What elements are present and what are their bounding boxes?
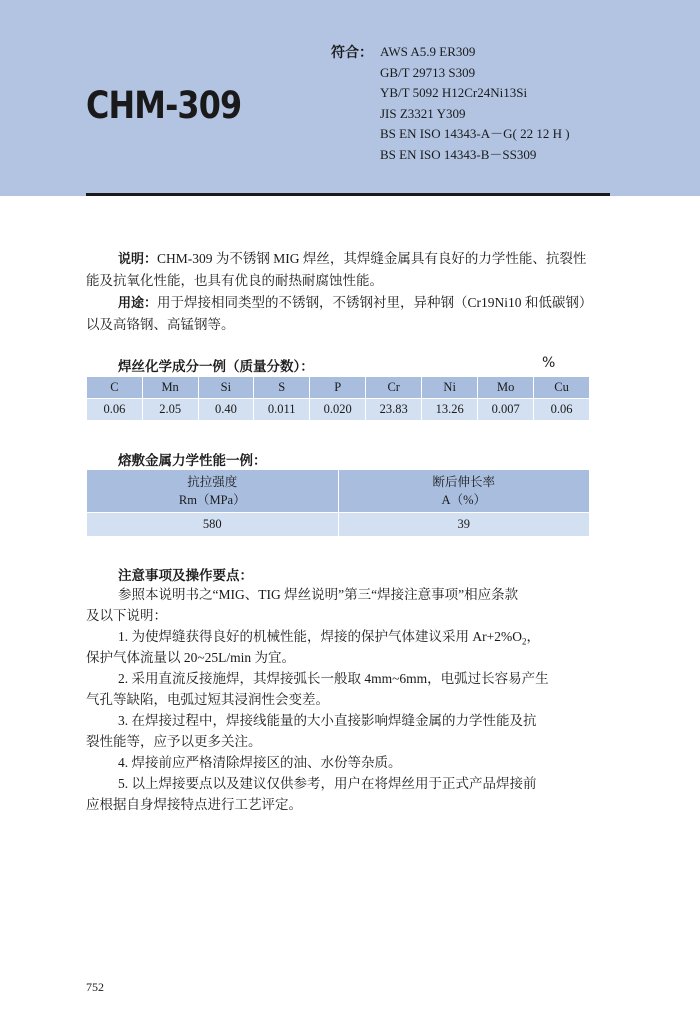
chem-header-cell: Ni [422,377,478,399]
standard-item: GB/T 29713 S309 [380,64,476,80]
tensile-strength-value: 580 [87,513,339,537]
chem-value-cell: 0.06 [534,399,590,421]
elongation-value: 39 [338,513,589,537]
standard-item: AWS A5.9 ER309 [380,44,476,59]
chem-value-cell: 2.05 [142,399,198,421]
page-number: 752 [86,980,104,994]
chem-header-cell: Cr [366,377,422,399]
tensile-strength-unit: Rm（MPa） [178,493,246,507]
standard-item: BS EN ISO 14343-B－SS309 [380,146,537,162]
description-label: 说明： [118,252,158,267]
chemical-heading: 焊丝化学成分一例（质量分数）： [118,359,314,375]
usage-paragraph [86,292,596,335]
standard-item: BS EN ISO 14343-A－G( 22 12 H ) [380,126,570,142]
chem-value-cell: 0.06 [87,399,143,421]
mechanical-header-row [87,470,590,513]
usage-text: 用于焊接相同类型的不锈钢，不锈钢衬里，异种钢（Cr19Ni10 和低碳钢）以及高铬钢、高锰钢等。 [86,295,593,332]
chem-value-cell: 13.26 [422,399,478,421]
tensile-strength-title: 抗拉强度 [187,475,238,489]
chem-header-cell: Cu [534,377,590,399]
standards-label: 符合： [331,45,373,61]
notes-heading: 注意事项及操作要点： [118,568,253,584]
chem-value-cell: 0.40 [198,399,254,421]
header-rule [86,193,610,196]
notes-intro-line: 及以下说明： [86,608,167,623]
usage-label: 用途： [118,296,158,311]
note-item-1-text: 1. 为使焊缝获得良好的机械性能，焊接的保护气体建议采用 Ar+2%O [118,629,522,644]
standard-item: YB/T 5092 H12Cr24Ni13Si [380,85,528,101]
chem-header-cell: S [254,377,310,399]
chem-header-cell: C [87,377,143,399]
chemical-header-row [87,377,590,399]
chem-value-cell: 0.011 [254,399,310,421]
chemical-unit: % [542,355,556,371]
standards-list [380,42,570,166]
chem-value-cell: 23.83 [366,399,422,421]
oxygen-subscript: 2 [521,636,527,647]
note-item-3-line: 裂性能等，应予以更多关注。 [86,734,262,749]
chem-value-cell: 0.020 [310,399,366,421]
elongation-header [338,470,589,513]
chem-header-cell: Si [198,377,254,399]
description-text: CHM-309 为不锈钢 MIG 焊丝，其焊缝金属具有良好的力学性能、抗裂性能及抗氧化性能，也具有优良的耐热耐腐蚀性能。 [86,251,587,288]
chemical-value-row [87,399,590,421]
note-item-5-line: 5. 以上焊接要点以及建议仅供参考，用户在将焊丝用于正式产品焊接前 [118,776,537,791]
mechanical-heading: 熔敷金属力学性能一例： [118,453,267,469]
mechanical-table [86,469,590,537]
note-item-1-punct: ， [526,629,540,644]
chem-header-cell: Mo [478,377,534,399]
note-item-3-line: 3. 在焊接过程中，焊接线能量的大小直接影响焊缝金属的力学性能及抗 [118,713,537,728]
tensile-strength-header [87,470,339,513]
description-paragraph [86,248,596,291]
standard-item: JIS Z3321 Y309 [380,105,466,121]
note-item-2-line: 气孔等缺陷，电弧过短其浸润性会变差。 [86,692,329,707]
notes-intro-line: 参照本说明书之“MIG、TIG 焊丝说明”第三“焊接注意事项”相应条款 [118,587,519,602]
note-item-1-line: 保护气体流量以 20~25L/min 为宜。 [86,650,296,665]
chem-value-cell: 0.007 [478,399,534,421]
elongation-unit: A（%） [441,493,486,507]
note-item-4-line: 4. 焊接前应严格清除焊接区的油、水份等杂质。 [118,755,402,770]
chemical-table [86,376,590,421]
chem-header-cell: P [310,377,366,399]
note-item-2-line: 2. 采用直流反接施焊，其焊接弧长一般取 4mm~6mm，电弧过长容易产生 [118,671,549,686]
elongation-title: 断后伸长率 [432,475,496,489]
chem-header-cell: Mn [142,377,198,399]
note-item-5-line: 应根据自身焊接特点进行工艺评定。 [86,797,302,812]
product-title: CHM-309 [86,84,242,127]
mechanical-value-row [87,513,590,537]
